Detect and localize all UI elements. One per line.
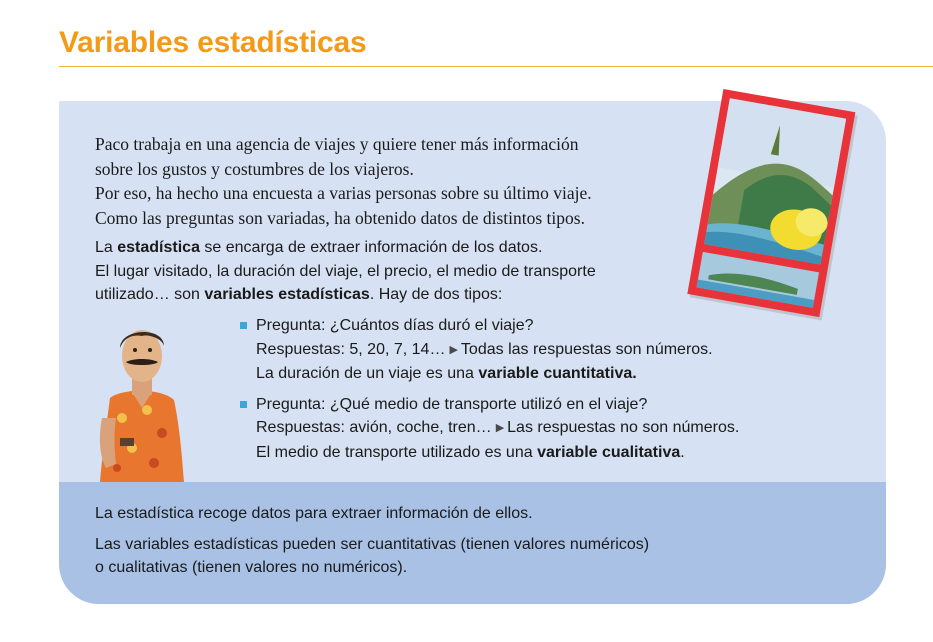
title-divider	[59, 66, 933, 67]
text-span: .	[680, 443, 685, 461]
text-span: Respuestas: avión, coche, tren…	[256, 419, 492, 436]
text-span: La	[95, 239, 118, 256]
right-triangle-icon: ▶	[495, 422, 505, 434]
square-bullet-icon	[240, 322, 247, 329]
intro-line: sobre los gustos y costumbres de los viajeros.	[95, 158, 414, 179]
result-line	[256, 362, 840, 386]
text-span: Respuestas: 5, 20, 7, 14…	[256, 340, 446, 358]
text-span: utilizado… son	[95, 286, 205, 303]
result-line	[256, 441, 840, 465]
intro-line: Por eso, ha hecho una encuesta a varias personas sobre su último viaje.	[95, 183, 592, 203]
question-line: Pregunta: ¿Cuántos días duró el viaje?	[256, 317, 534, 334]
text-span: Las variables estadísticas pueden ser cuantitativas (tienen valores numéricos)	[95, 536, 650, 553]
summary-text	[95, 502, 795, 587]
bold-term: variable cualitativa	[537, 443, 681, 461]
bold-term: estadística	[117, 239, 200, 256]
text-span: El medio de transporte utilizado es una	[256, 443, 538, 461]
definition-line	[95, 236, 695, 260]
traveler-illustration	[92, 318, 188, 482]
text-span: o cualitativas (tienen valores no numéricos).	[95, 559, 408, 576]
intro-text	[95, 132, 715, 230]
summary-paragraph: La estadística recoge datos para extraer información de ellos.	[95, 505, 533, 522]
definition-text	[95, 236, 695, 307]
bold-term: variables estadísticas	[204, 286, 370, 303]
postcard-illustration	[682, 85, 860, 325]
page-title: Variables estadísticas	[59, 26, 367, 59]
variable-types-list	[240, 314, 840, 471]
list-item	[240, 393, 840, 465]
intro-line: Como las preguntas son variadas, ha obtenido datos de distintos tipos.	[95, 207, 585, 228]
text-span: Las respuestas no son números.	[507, 419, 740, 436]
square-bullet-icon	[240, 401, 247, 408]
definition-line	[95, 283, 695, 307]
summary-paragraph	[95, 533, 795, 579]
definition-line: El lugar visitado, la duración del viaje, el precio, el medio de transporte	[95, 262, 596, 280]
bold-term: variable cuantitativa.	[478, 365, 637, 382]
text-span: Todas las respuestas son números.	[460, 340, 713, 358]
right-triangle-icon: ▶	[449, 343, 458, 356]
text-span: se encarga de extraer información de los datos.	[199, 239, 543, 256]
answers-line	[256, 416, 840, 441]
text-span: . Hay de dos tipos:	[369, 286, 503, 303]
question-line: Pregunta: ¿Qué medio de transporte utilizó en el viaje?	[256, 395, 648, 413]
intro-line: Paco trabaja en una agencia de viajes y quiere tener más información	[95, 134, 579, 154]
text-span: La duración de un viaje es una	[256, 365, 479, 382]
answers-line	[256, 338, 840, 363]
